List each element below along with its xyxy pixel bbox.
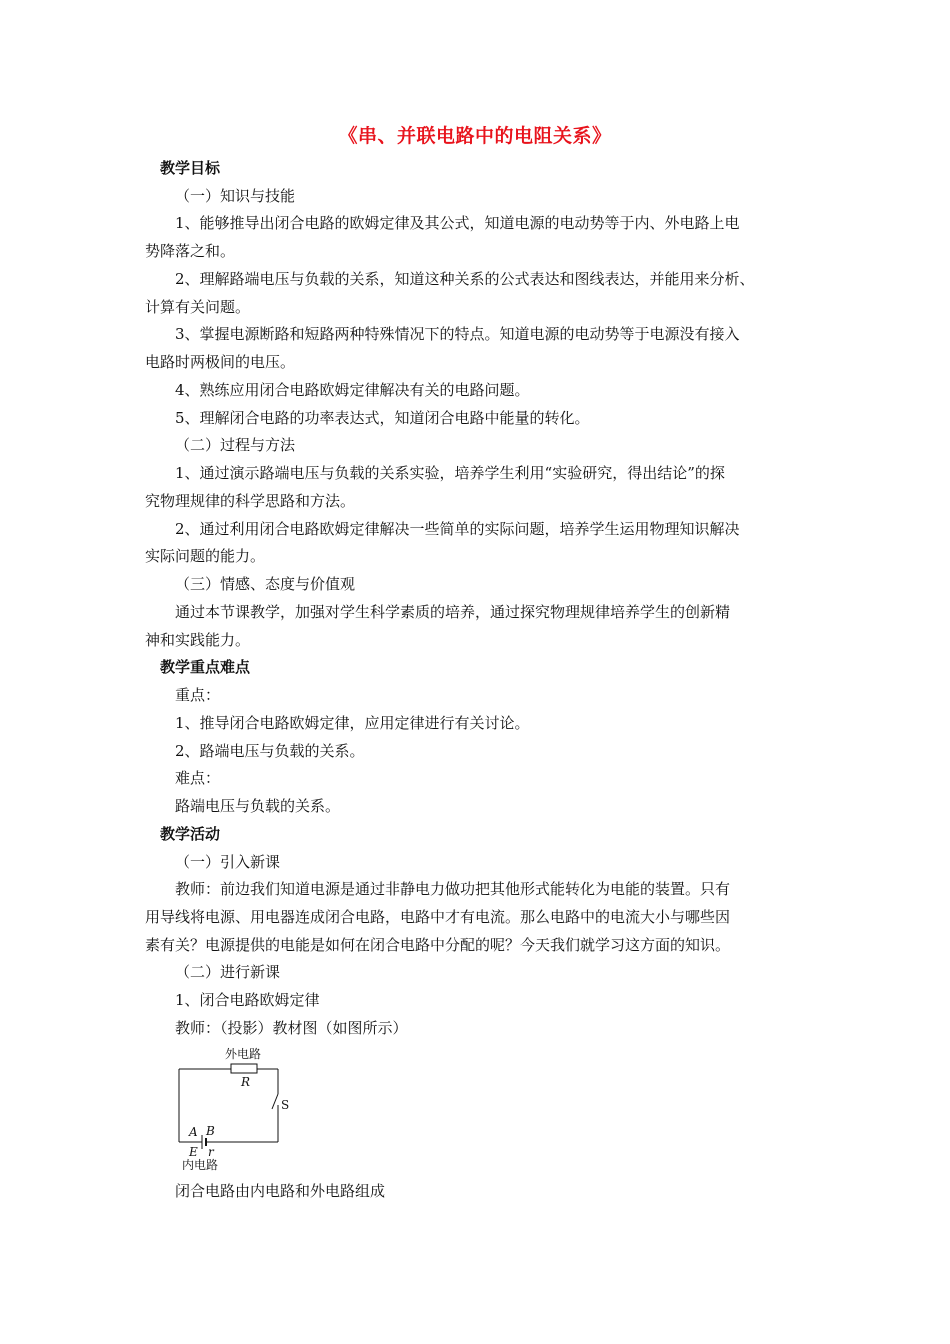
paragraph-line: 神和实践能力。 <box>145 631 251 649</box>
paragraph-line: 重点： <box>175 686 221 704</box>
paragraph-line: （二）进行新课 <box>175 963 281 981</box>
internal-resistance-label: r <box>208 1145 214 1159</box>
paragraph-line: 5、理解闭合电路的功率表达式，知道闭合电路中能量的转化。 <box>175 409 590 427</box>
resistor <box>231 1064 257 1073</box>
paragraph-line: 教师：（投影）教材图（如图所示） <box>175 1019 408 1037</box>
paragraph-line: 3、掌握电源断路和短路两种特殊情况下的特点。知道电源的电动势等于电源没有接入 <box>175 325 740 343</box>
outer-circuit-label: 外电路 <box>225 1047 262 1061</box>
paragraph-line: （一）知识与技能 <box>175 187 296 205</box>
paragraph-line: 2、路端电压与负载的关系。 <box>175 742 365 760</box>
emf-label: E <box>189 1145 198 1159</box>
paragraph-line: （一）引入新课 <box>175 853 281 871</box>
paragraph-line: 素有关？电源提供的电能是如何在闭合电路中分配的呢？今天我们就学习这方面的知识。 <box>145 936 731 954</box>
paragraph-line: （二）过程与方法 <box>175 436 296 454</box>
paragraph-line: 4、熟练应用闭合电路欧姆定律解决有关的电路问题。 <box>175 381 530 399</box>
inner-circuit-label: 内电路 <box>182 1158 219 1172</box>
paragraph-line: 闭合电路由内电路和外电路组成 <box>175 1182 386 1200</box>
circuit-svg <box>175 1042 305 1177</box>
paragraph-line: 势降落之和。 <box>145 242 236 260</box>
section-heading: 教学重点难点 <box>160 658 251 676</box>
section-heading: 教学活动 <box>160 825 221 843</box>
paragraph-line: 教师：前边我们知道电源是通过非静电力做功把其他形式能转化为电能的装置。只有 <box>175 880 731 898</box>
paragraph-line: 通过本节课教学，加强对学生科学素质的培养，通过探究物理规律培养学生的创新精 <box>175 603 731 621</box>
paragraph-line: 1、闭合电路欧姆定律 <box>175 991 320 1009</box>
paragraph-line: 实际问题的能力。 <box>145 547 266 565</box>
section-heading: 教学目标 <box>160 159 221 177</box>
paragraph-line: 1、推导闭合电路欧姆定律，应用定律进行有关讨论。 <box>175 714 530 732</box>
paragraph-line: 计算有关问题。 <box>145 298 251 316</box>
switch-label: S <box>281 1098 290 1112</box>
paragraph-line: 究物理规律的科学思路和方法。 <box>145 492 356 510</box>
paragraph-line: （三）情感、态度与价值观 <box>175 575 356 593</box>
terminal-b-label: B <box>206 1124 215 1138</box>
paragraph-line: 1、通过演示路端电压与负载的关系实验，培养学生利用“实验研究，得出结论”的探 <box>175 464 725 482</box>
paragraph-line: 难点： <box>175 769 221 787</box>
terminal-a-label: A <box>189 1125 198 1139</box>
paragraph-line: 路端电压与负载的关系。 <box>175 797 341 815</box>
paragraph-line: 电路时两极间的电压。 <box>145 353 296 371</box>
switch <box>272 1094 278 1109</box>
resistor-label: R <box>241 1075 251 1089</box>
document-title: 《串、并联电路中的电阻关系》 <box>338 125 612 147</box>
circuit-diagram <box>175 1042 305 1177</box>
paragraph-line: 用导线将电源、用电器连成闭合电路，电路中才有电流。那么电路中的电流大小与哪些因 <box>145 908 731 926</box>
paragraph-line: 1、能够推导出闭合电路的欧姆定律及其公式，知道电源的电动势等于内、外电路上电 <box>175 214 740 232</box>
paragraph-line: 2、理解路端电压与负载的关系，知道这种关系的公式表达和图线表达，并能用来分析、 <box>175 270 755 288</box>
paragraph-line: 2、通过利用闭合电路欧姆定律解决一些简单的实际问题，培养学生运用物理知识解决 <box>175 520 740 538</box>
